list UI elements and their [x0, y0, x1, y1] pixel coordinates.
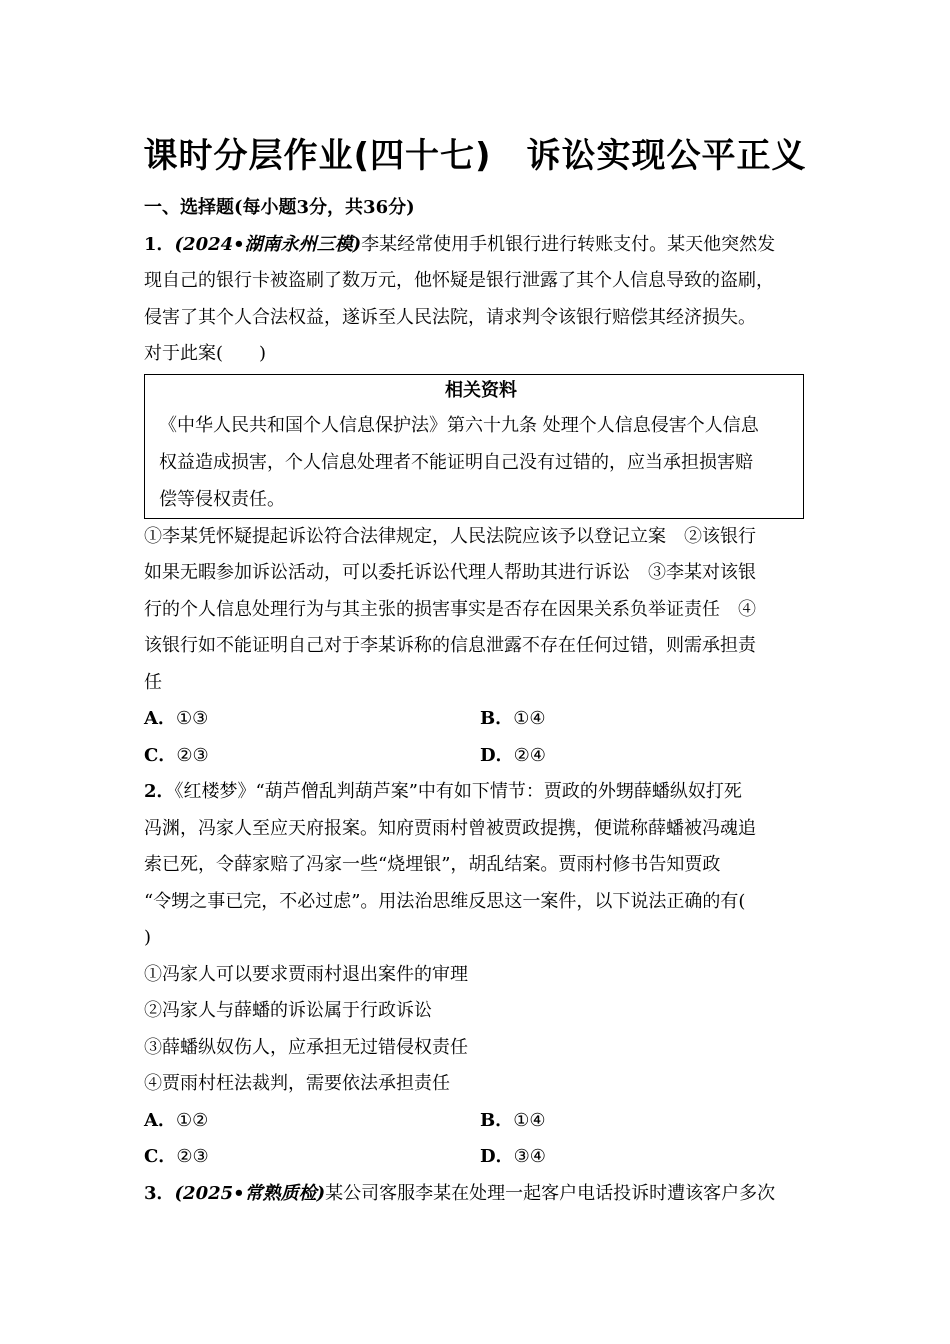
reference-material-box — [144, 374, 804, 519]
option-value: ②③ — [176, 1146, 209, 1167]
question-1-number: 1． — [144, 233, 175, 255]
question-1-statements-line: ①李某凭怀疑提起诉讼符合法律规定，人民法院应该予以登记立案 ②该银行 — [144, 525, 756, 547]
option-key: B． — [480, 1109, 514, 1131]
question-3-line-1 — [144, 1176, 824, 1213]
page-title: 课时分层作业(四十七) 诉讼实现公平正义 — [143, 136, 807, 176]
question-1-options-row — [144, 738, 824, 775]
question-1-source: (2024•湖南永州三模) — [174, 233, 362, 255]
reference-material-line: 《中华人民共和国个人信息保护法》第六十九条 处理个人信息侵害个人信息 — [159, 414, 759, 436]
option-key: C． — [144, 744, 177, 766]
option-b[interactable] — [480, 1103, 816, 1140]
question-2-statement: ③薛蟠纵奴伤人，应承担无过错侵权责任 — [144, 1036, 468, 1058]
option-d[interactable] — [480, 738, 816, 775]
reference-material-title: 相关资料 — [445, 379, 517, 401]
question-2-statement: ④贾雨村枉法裁判，需要依法承担责任 — [144, 1073, 450, 1094]
question-2-line-2: 冯渊，冯家人至应天府报案。知府贾雨村曾被贾政提携，便谎称薛蟠被冯魂追 — [144, 817, 756, 839]
question-2-statement: ②冯家人与薛蟠的诉讼属于行政诉讼 — [144, 1000, 432, 1021]
question-1-statements-line: 行的个人信息处理行为与其主张的损害事实是否存在因果关系负举证责任 ④ — [144, 598, 756, 620]
option-value: ①② — [175, 1109, 209, 1131]
question-2-line-5: ) — [144, 927, 152, 948]
question-2-options-row — [144, 1103, 824, 1140]
question-1-text: 李某经常使用手机银行进行转账支付。某天他突然发 — [361, 233, 776, 255]
question-2-statement: ①冯家人可以要求贾雨村退出案件的审理 — [144, 963, 468, 985]
question-3-number: 3． — [144, 1182, 175, 1204]
option-c[interactable] — [144, 1139, 480, 1176]
question-1-line-4: 对于此案( ) — [144, 343, 267, 364]
question-1-line-2: 现自己的银行卡被盗刷了数万元，他怀疑是银行泄露了其个人信息导致的盗刷， — [144, 270, 774, 291]
question-2-text: 《红楼梦》“葫芦僧乱判葫芦案”中有如下情节：贾政的外甥薛蟠纵奴打死 — [174, 781, 742, 802]
question-1-line-3: 侵害了其个人合法权益，遂诉至人民法院，请求判令该银行赔偿其经济损失。 — [144, 306, 756, 328]
question-1-options-row — [144, 701, 824, 738]
question-3-text: 某公司客服李某在处理一起客户电话投诉时遭该客户多次 — [325, 1182, 776, 1204]
option-a[interactable] — [144, 701, 480, 738]
option-value: ①③ — [175, 708, 209, 729]
option-value: ①④ — [513, 708, 546, 729]
option-value: ②③ — [176, 744, 209, 766]
option-b[interactable] — [480, 701, 816, 738]
option-key: A． — [144, 708, 176, 729]
option-key: B． — [480, 708, 514, 729]
question-1-statements-line: 任 — [144, 671, 162, 693]
question-2-line-3: 索已死，令薛家赔了冯家一些“烧埋银”，胡乱结案。贾雨村修书告知贾政 — [144, 854, 721, 875]
question-1-line-1 — [144, 227, 824, 264]
question-2-line-1 — [144, 774, 824, 811]
question-3-source: (2025•常熟质检) — [174, 1182, 326, 1204]
option-key: D． — [480, 744, 514, 766]
question-2-number: 2． — [144, 781, 175, 802]
option-value: ③④ — [513, 1146, 546, 1167]
option-key: C． — [144, 1146, 177, 1167]
option-key: D． — [480, 1146, 514, 1167]
reference-material-line: 偿等侵权责任。 — [159, 488, 285, 510]
question-2-line-4: “令甥之事已完，不必过虑”。用法治思维反思这一案件，以下说法正确的有( — [144, 890, 746, 912]
question-2-options-row — [144, 1139, 824, 1176]
option-c[interactable] — [144, 738, 480, 775]
section-heading: 一、选择题(每小题3分，共36分) — [144, 197, 415, 218]
content-body — [144, 190, 824, 1212]
question-1-statements-line: 如果无暇参加诉讼活动，可以委托诉讼代理人帮助其进行诉讼 ③李某对该银 — [144, 562, 756, 583]
option-a[interactable] — [144, 1103, 480, 1140]
option-value: ①④ — [513, 1109, 546, 1131]
option-key: A． — [144, 1109, 176, 1131]
option-d[interactable] — [480, 1139, 816, 1176]
reference-material-line: 权益造成损害，个人信息处理者不能证明自己没有过错的，应当承担损害赔 — [159, 451, 753, 473]
question-1-statements-line: 该银行如不能证明自己对于李某诉称的信息泄露不存在任何过错，则需承担责 — [144, 635, 756, 656]
option-value: ②④ — [513, 744, 546, 766]
